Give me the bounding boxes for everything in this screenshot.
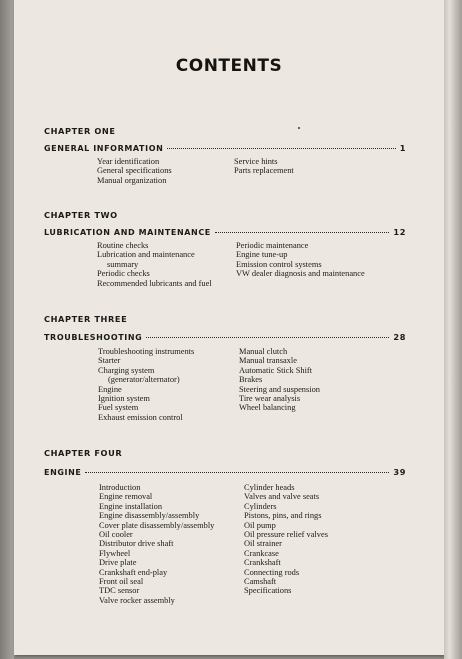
list-item: Manual transaxle — [239, 356, 297, 366]
list-item: summary — [107, 259, 139, 269]
list-item: Valves and valve seats — [244, 492, 320, 502]
list-item: Steering and suspension — [239, 384, 320, 394]
chapter-one-right-list — [234, 157, 294, 176]
list-item: Recommended lubricants and fuel — [97, 278, 212, 288]
list-item: Drive plate — [99, 558, 137, 568]
dot-leader — [85, 471, 389, 473]
list-item: Oil pump — [244, 520, 276, 530]
list-item: Engine disassembly/assembly — [99, 511, 200, 521]
list-item: (generator/alternator) — [108, 375, 180, 385]
list-item: Tire wear analysis — [239, 394, 301, 404]
list-item: Lubrication and maintenance — [97, 250, 195, 260]
chapter-one-heading: GENERAL INFORMATION — [44, 144, 164, 153]
list-item: TDC sensor — [99, 586, 140, 596]
list-item: Brakes — [239, 375, 263, 385]
list-item: Front oil seal — [99, 577, 144, 587]
chapter-four-entry — [44, 467, 406, 479]
list-item: Manual clutch — [239, 347, 288, 356]
contents-page — [14, 0, 444, 655]
list-item: Routine checks — [97, 241, 149, 250]
list-item: General specifications — [97, 166, 172, 176]
dot-leader — [146, 336, 389, 338]
list-item: Crankcase — [244, 548, 279, 558]
list-item: Engine installation — [99, 501, 163, 511]
list-item: Crankshaft — [244, 558, 281, 568]
list-item: Periodic checks — [97, 269, 150, 279]
list-item: Flywheel — [99, 548, 131, 558]
list-item: Service hints — [234, 157, 278, 166]
list-item: Engine — [98, 384, 122, 394]
chapter-two-left-list — [97, 241, 212, 288]
list-item: Automatic Stick Shift — [239, 365, 313, 375]
chapter-four-page: 39 — [393, 467, 406, 477]
chapter-three-right-list — [239, 347, 320, 413]
list-item: Cover plate disassembly/assembly — [99, 520, 215, 530]
list-item: Distributor drive shaft — [99, 539, 174, 549]
dot-leader — [215, 231, 390, 233]
list-item: Oil cooler — [99, 530, 133, 540]
chapter-four-heading: ENGINE — [44, 468, 82, 477]
list-item: Cylinder heads — [244, 483, 295, 492]
list-item: Connecting rods — [244, 567, 300, 577]
list-item: Engine tune-up — [236, 250, 288, 260]
chapter-one-left-list — [97, 157, 172, 185]
chapter-two-label: CHAPTER TWO — [44, 210, 118, 220]
chapter-four-left-list — [99, 483, 214, 605]
dot-leader — [167, 147, 395, 149]
chapter-one-entry — [44, 143, 406, 155]
chapter-two-page: 12 — [393, 227, 406, 237]
list-item: Fuel system — [98, 403, 139, 413]
list-item: Parts replacement — [234, 166, 294, 176]
list-item: Valve rocker assembly — [99, 595, 175, 605]
ink-speck — [298, 127, 300, 129]
list-item: Wheel balancing — [239, 403, 296, 413]
list-item: VW dealer diagnosis and maintenance — [236, 269, 365, 279]
list-item: Emission control systems — [236, 259, 322, 269]
chapter-three-entry — [44, 332, 406, 344]
list-item: Introduction — [99, 483, 141, 492]
chapter-three-left-list — [98, 347, 194, 422]
chapter-two-entry — [44, 227, 406, 239]
chapter-three-page: 28 — [393, 332, 406, 342]
chapter-three-label: CHAPTER THREE — [44, 314, 128, 324]
page-title: CONTENTS — [175, 56, 283, 76]
chapter-two-heading: LUBRICATION AND MAINTENANCE — [44, 228, 211, 237]
chapter-one-label: CHAPTER ONE — [44, 126, 116, 136]
list-item: Charging system — [98, 365, 155, 375]
list-item: Specifications — [244, 586, 292, 596]
list-item: Pistons, pins, and rings — [244, 511, 322, 521]
list-item: Periodic maintenance — [236, 241, 309, 250]
list-item: Manual organization — [97, 175, 167, 185]
list-item: Troubleshooting instruments — [98, 347, 195, 356]
list-item: Year identification — [97, 157, 160, 166]
list-item: Exhaust emission control — [98, 412, 183, 422]
chapter-two-right-list — [236, 241, 365, 279]
chapter-four-label: CHAPTER FOUR — [44, 448, 123, 458]
list-item: Starter — [98, 356, 121, 366]
list-item: Ignition system — [98, 394, 150, 404]
list-item: Oil pressure relief valves — [244, 530, 328, 540]
page-edge-right — [444, 0, 462, 659]
list-item: Oil strainer — [244, 539, 282, 549]
list-item: Camshaft — [244, 577, 277, 587]
list-item: Engine removal — [99, 492, 153, 502]
page-shadow-left — [0, 0, 14, 659]
chapter-four-right-list — [244, 483, 328, 596]
list-item: Cylinders — [244, 501, 277, 511]
chapter-three-heading: TROUBLESHOOTING — [44, 333, 143, 342]
chapter-one-page: 1 — [399, 143, 406, 153]
list-item: Crankshaft end-play — [99, 567, 168, 577]
